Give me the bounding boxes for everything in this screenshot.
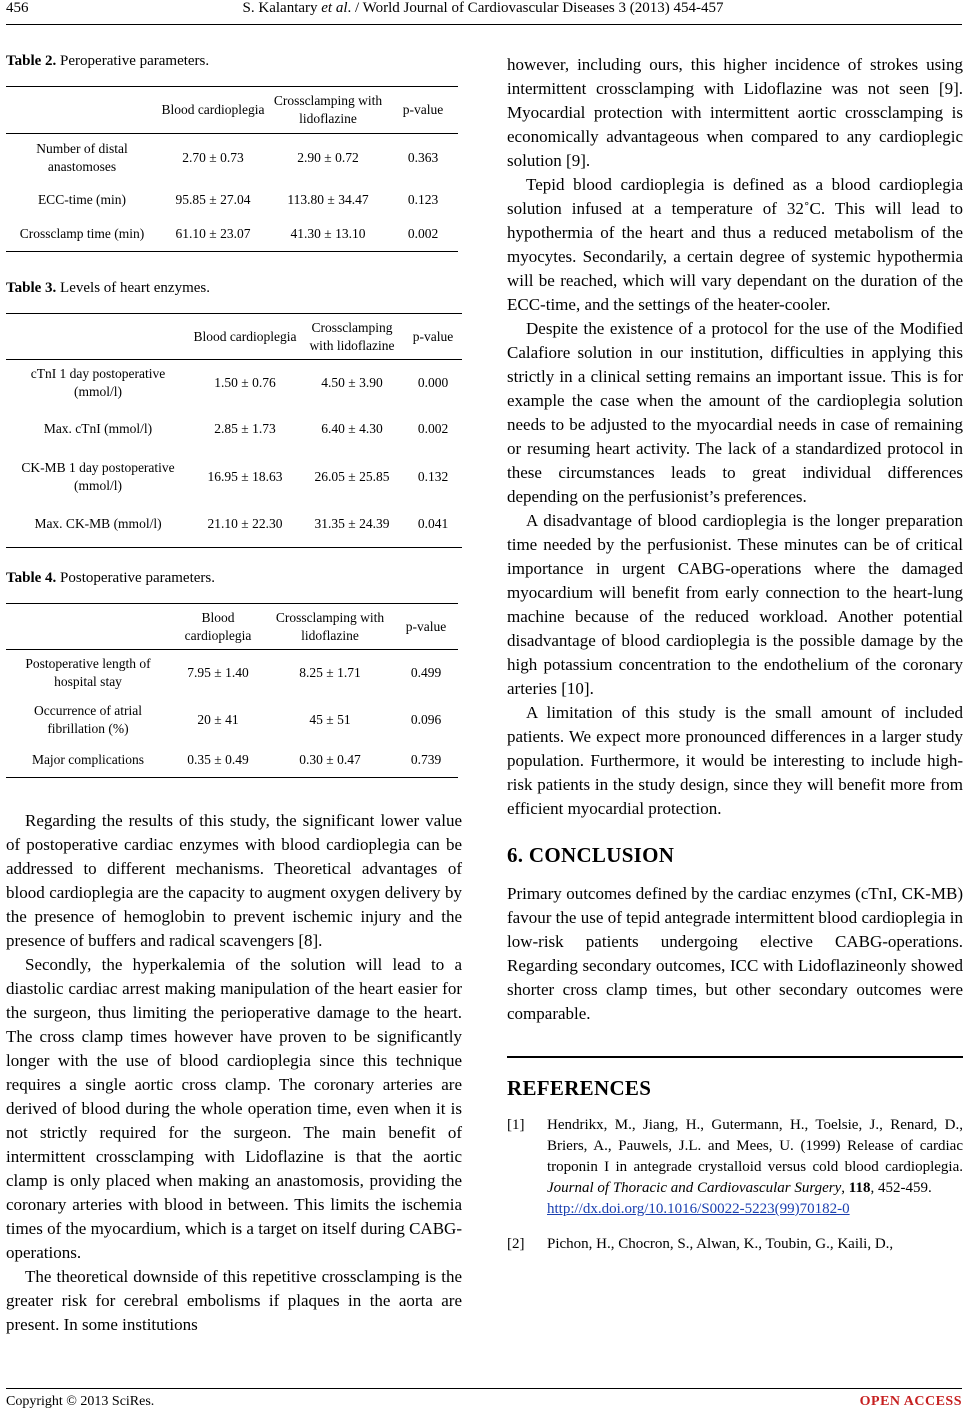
table-cell: Major complications bbox=[31, 752, 145, 768]
body-paragraph: Tepid blood cardioplegia is defined as a blood cardioplegia solution infused at a temperature of 32˚C. This will lead to hypothermia of the heart and thus a reduced metabolism of the myocytes. Secondarily, a certain degree of systemic hypothermia will be reached, which will vary dependant on the duration of the ECC-time, and the settings of the heater-cooler. bbox=[507, 175, 963, 314]
table-cell: Max. cTnI (mmol/l) bbox=[43, 420, 153, 436]
table-cell: 0.002 bbox=[417, 420, 449, 436]
table2 bbox=[6, 86, 458, 252]
table-cell: 41.30 ± 13.10 bbox=[290, 226, 366, 242]
reference-volume: 118 bbox=[848, 1180, 871, 1196]
table-cell: 31.35 ± 24.39 bbox=[314, 516, 390, 532]
body-paragraph: however, including ours, this higher incidence of strokes using intermittent crossclamping with Lidoflazine was not seen [9]. Myocardial protection with intermittent aortic crossclamping is economically advantageous when compared to any cardioplegic solution [9]. bbox=[507, 55, 963, 170]
table4-header-2: Crossclamping with lidoflazine bbox=[275, 609, 385, 643]
table3-header-2: Crossclamping with lidoflazine bbox=[309, 319, 395, 353]
table3-header-0 bbox=[6, 314, 190, 360]
table3-header-1: Blood cardioplegia bbox=[193, 328, 297, 344]
table2-label: Table 2. bbox=[6, 53, 57, 69]
table-cell: ECC-time (min) bbox=[37, 191, 127, 207]
copyright-notice: Copyright © 2013 SciRes. bbox=[6, 1394, 155, 1409]
reference-number: [2] bbox=[507, 1236, 525, 1252]
body-paragraph: A limitation of this study is the small amount of included patients. We expect more pronounced differences in a larger study population. Furthermore, it would be interesting to include high-risk patients in the study design, since they will benefit more from efficient myocardial protection. bbox=[507, 703, 963, 818]
table-cell: 0.499 bbox=[410, 664, 442, 680]
table4 bbox=[6, 603, 458, 778]
open-access-label: OPEN ACCESS bbox=[859, 1394, 962, 1409]
running-title-authors: S. Kalantary bbox=[242, 0, 322, 16]
table-cell: 21.10 ± 22.30 bbox=[207, 516, 283, 532]
page-number: 456 bbox=[6, 0, 29, 16]
running-title-journal: . / World Journal of Cardiovascular Diseases 3 (2013) 454-457 bbox=[347, 0, 724, 16]
table3-title: Levels of heart enzymes. bbox=[56, 280, 210, 296]
table2-header-3: p-value bbox=[402, 102, 444, 117]
reference-number: [1] bbox=[507, 1117, 525, 1133]
table-cell: 0.096 bbox=[410, 711, 442, 727]
table2-header-0 bbox=[6, 87, 158, 134]
table-cell: 2.70 ± 0.73 bbox=[182, 149, 244, 165]
conclusion-heading: 6. CONCLUSION bbox=[507, 843, 675, 867]
table-cell: Postoperative length of hospital stay bbox=[25, 655, 151, 689]
table-cell: 0.000 bbox=[417, 374, 449, 390]
table-cell: 0.30 ± 0.47 bbox=[299, 752, 361, 768]
reference-pages: , 452-459. bbox=[870, 1180, 932, 1196]
reference-item bbox=[507, 1115, 963, 1220]
table-cell: 0.363 bbox=[407, 149, 439, 165]
section-rule bbox=[507, 1056, 963, 1058]
table-cell: 2.90 ± 0.72 bbox=[297, 149, 359, 165]
table-cell: 26.05 ± 25.85 bbox=[314, 468, 390, 484]
right-column bbox=[507, 53, 963, 1255]
table4-header-1: Blood cardioplegia bbox=[184, 609, 252, 643]
reference-journal: Journal of Thoracic and Cardiovascular Surgery bbox=[547, 1180, 842, 1196]
table3 bbox=[6, 313, 462, 548]
table-cell: 16.95 ± 18.63 bbox=[207, 468, 283, 484]
table-row bbox=[6, 218, 458, 252]
table-row bbox=[6, 650, 458, 696]
table2-header-2: Crossclamping with lidoflazine bbox=[273, 93, 383, 126]
table4-header-3: p-value bbox=[405, 618, 447, 634]
body-paragraph: The theoretical downside of this repetitive crossclamping is the greater risk for cerebral embolisms if plaques in the aorta are present. In some institutions bbox=[6, 1267, 462, 1334]
table-cell: 6.40 ± 4.30 bbox=[321, 420, 383, 436]
table-cell: 0.35 ± 0.49 bbox=[187, 752, 249, 768]
table3-header-3: p-value bbox=[412, 328, 454, 344]
table-cell: CK-MB 1 day postoperative (mmol/l) bbox=[21, 459, 175, 493]
body-paragraph: A disadvantage of blood cardioplegia is the longer preparation time needed by the perfusionist. These minutes can be of critical importance in urgent CABG-operations where the damaged myocardium will benefit from early connection to the heart-lung machine because of the reduced workload. Another potential disadvantage of blood cardioplegia is the possible damage by the high potassium concentration to the endothelium of the coronary arteries [10]. bbox=[507, 511, 963, 698]
table-cell: Max. CK-MB (mmol/l) bbox=[34, 516, 162, 532]
table-cell: 1.50 ± 0.76 bbox=[214, 374, 276, 390]
table-cell: 0.002 bbox=[407, 226, 439, 242]
table-row bbox=[6, 744, 458, 778]
table-row bbox=[6, 502, 462, 548]
table4-title: Postoperative parameters. bbox=[56, 570, 215, 586]
body-paragraph: Secondly, the hyperkalemia of the solution will lead to a diastolic cardiac arrest making manipulation of the heart easier for the surgeon, thus limiting the perioperative damage to the heart. The cross clamp times however have proven to be significantly longer with the use of blood cardioplegia since this technique requires a single aortic cross clamp. The coronary arteries are derived of blood during the whole operation time, even when it is not strictly required for the surgeon. The main benefit of intermittent crossclamping with Lidoflazine is that the aortic clamp is only placed when making an anastomosis, providing the coronary arteries with blood in between. This limits the ischemia times of the myocardium, which is a target on itself during CABG-operations. bbox=[6, 955, 462, 1262]
table-cell: Crossclamp time (min) bbox=[19, 226, 145, 242]
table-cell: 45 ± 51 bbox=[309, 711, 351, 727]
table-row bbox=[6, 360, 462, 406]
table4-caption bbox=[6, 570, 462, 587]
table-row bbox=[6, 696, 458, 744]
conclusion-text: Primary outcomes defined by the cardiac enzymes (cTnI, CK-MB) favour the use of tepid antegrade intermittent blood cardioplegia in low-risk patients undergoing elective CABG-operations. Regarding secondary outcomes, ICC with Lidoflazineonly showed shorter cross clamp times, but other secondary outcomes were comparable. bbox=[507, 884, 963, 1023]
table-cell: 0.132 bbox=[417, 468, 449, 484]
footer-rule bbox=[6, 1388, 962, 1389]
reference-authors-title: Hendrikx, M., Jiang, H., Gutermann, H., Toelsie, J., Renard, D., Briers, A., Pauwels, J.L. and Mees, U. (1999) Release of cardiac troponin I in antegrade crystalloid versus cold blood cardioplegia. bbox=[547, 1117, 963, 1175]
table-cell: cTnI 1 day postoperative (mmol/l) bbox=[30, 365, 166, 399]
table-cell: 61.10 ± 23.07 bbox=[175, 226, 251, 242]
table-cell: 4.50 ± 3.90 bbox=[321, 374, 383, 390]
header-rule bbox=[6, 24, 962, 25]
running-title bbox=[0, 0, 966, 17]
table-row bbox=[6, 406, 462, 452]
body-paragraph: Regarding the results of this study, the significant lower value of postoperative cardiac enzymes with blood cardioplegia can be addressed to different mechanisms. Theoretical advantages of blood cardioplegia are the capacity to augment oxygen delivery by the presence of hemoglobin to prevent ischemic injury and the presence of buffers and radical scavengers [8]. bbox=[6, 811, 462, 950]
table-cell: 0.041 bbox=[417, 516, 449, 532]
table-cell: 95.85 ± 27.04 bbox=[175, 191, 251, 207]
reference-doi-link[interactable]: http://dx.doi.org/10.1016/S0022-5223(99)70182-0 bbox=[547, 1201, 850, 1217]
reference-authors-title: Pichon, H., Chocron, S., Alwan, K., Toubin, G., Kaili, D., bbox=[547, 1236, 894, 1252]
table2-caption bbox=[6, 53, 462, 70]
table-cell: 8.25 ± 1.71 bbox=[299, 664, 361, 680]
table-row bbox=[6, 182, 458, 218]
table4-label: Table 4. bbox=[6, 570, 57, 586]
table3-label: Table 3. bbox=[6, 280, 57, 296]
table3-caption bbox=[6, 280, 462, 297]
left-column bbox=[6, 53, 462, 1337]
body-paragraph: Despite the existence of a protocol for the use of the Modified Calafiore solution in our institution, difficulties in applying this strictly in a clinical setting remains an important issue. This is for example the case when the amount of the cardioplegia solution needs to be adjusted to the myocardial needs in case of remaining or resuming heart activity. The lack of a standardized protocol in these circumstances leads to great individual differences depending on the perfusionist’s preferences. bbox=[507, 319, 963, 506]
table2-header-1: Blood cardioplegia bbox=[161, 102, 265, 117]
table-row bbox=[6, 134, 458, 182]
table4-header-0 bbox=[6, 604, 170, 650]
table-cell: 20 ± 41 bbox=[197, 711, 239, 727]
table-cell: 2.85 ± 1.73 bbox=[214, 420, 276, 436]
reference-separator: , bbox=[841, 1180, 849, 1196]
table2-title: Peroperative parameters. bbox=[56, 53, 210, 69]
table-cell: Occurrence of atrial fibrillation (%) bbox=[34, 702, 142, 736]
table-cell: 113.80 ± 34.47 bbox=[287, 191, 369, 207]
table-cell: 0.739 bbox=[410, 752, 442, 768]
table-row bbox=[6, 452, 462, 502]
table-cell: 0.123 bbox=[407, 191, 439, 207]
references-heading: REFERENCES bbox=[507, 1076, 652, 1100]
reference-item bbox=[507, 1234, 963, 1255]
running-title-et-al: et al bbox=[321, 0, 348, 16]
table-cell: 7.95 ± 1.40 bbox=[187, 664, 249, 680]
table-cell: Number of distal anastomoses bbox=[36, 140, 128, 174]
